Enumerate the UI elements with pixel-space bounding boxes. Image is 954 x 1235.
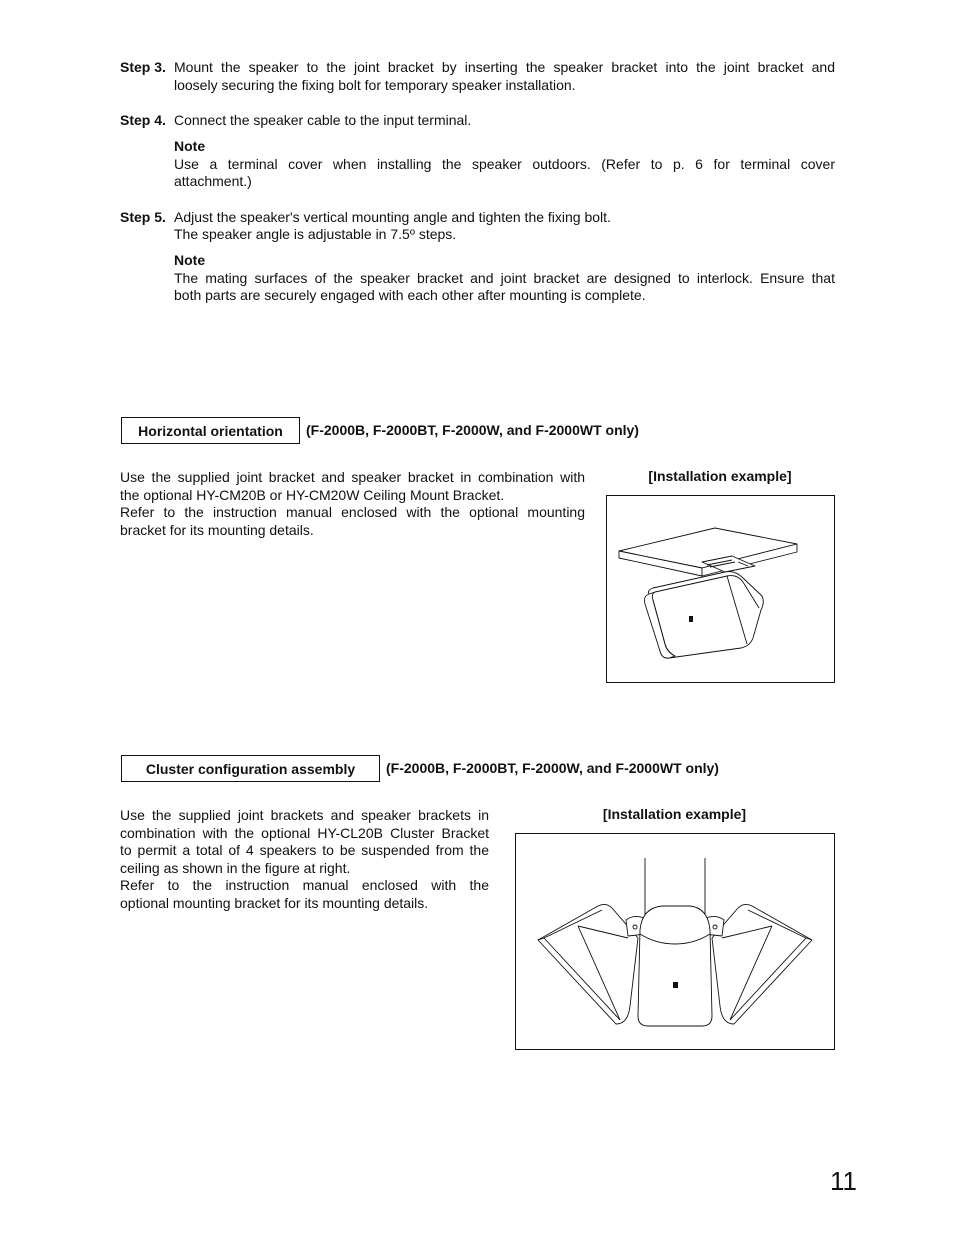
step-4-label: Step 4.: [120, 112, 166, 128]
cluster-line-5: Refer to the instruction manual enclosed with the: [120, 877, 489, 893]
cluster-figure-caption: [Installation example]: [602, 806, 747, 822]
horizontal-line-1: Use the supplied joint bracket and speaker bracket in combination with: [120, 469, 585, 485]
step-4-text: Connect the speaker cable to the input terminal.: [174, 112, 472, 128]
horizontal-figure-caption: [Installation example]: [648, 468, 792, 484]
step-4-note-line-2: attachment.): [174, 173, 252, 189]
cluster-line-6: optional mounting bracket for its mounting details.: [120, 894, 429, 911]
horizontal-section-title: Horizontal orientation: [121, 417, 300, 444]
step-5-label: Step 5.: [120, 209, 166, 225]
cluster-section-title: Cluster configuration assembly: [121, 755, 380, 782]
step-3-line-1: Mount the speaker to the joint bracket by inserting the speaker bracket into the joint bracket and: [174, 59, 835, 75]
step-3-label: Step 3.: [120, 59, 166, 75]
horizontal-installation-figure: [606, 495, 835, 683]
cluster-models: (F-2000B, F-2000BT, F-2000W, and F-2000WT only): [386, 760, 719, 776]
step-5-note-line-1: The mating surfaces of the speaker bracket and joint bracket are designed to interlock. Ensure that: [174, 270, 835, 286]
speaker-left: [538, 904, 638, 1024]
speaker-right: [712, 904, 812, 1024]
speaker-center: [638, 906, 712, 1026]
horizontal-line-4: bracket for its mounting details.: [120, 521, 314, 538]
page-number: 11: [830, 1166, 857, 1196]
step-5-note-heading: Note: [174, 252, 206, 268]
step-3-line-2: loosely securing the fixing bolt for temporary speaker installation.: [174, 77, 576, 93]
horizontal-line-2: the optional HY-CM20B or HY-CM20W Ceiling Mount Bracket.: [120, 486, 505, 503]
ceiling-mounted-speaker-illustration: [607, 496, 834, 682]
cluster-line-2: combination with the optional HY-CL20B Cluster Bracket: [120, 824, 489, 841]
step-4-note-heading: Note: [174, 138, 206, 154]
horizontal-models: (F-2000B, F-2000BT, F-2000W, and F-2000WT only): [306, 422, 639, 438]
horizontal-description: [120, 469, 585, 539]
step-5-line-1: Adjust the speaker's vertical mounting angle and tighten the fixing bolt.: [174, 209, 611, 225]
horizontal-line-3: Refer to the instruction manual enclosed with the optional mounting: [120, 504, 585, 520]
cluster-line-1: Use the supplied joint brackets and speaker brackets in: [120, 807, 489, 823]
cluster-installation-figure: [515, 833, 835, 1050]
speaker-center-logo-mark: [673, 982, 678, 988]
step-5-line-2: The speaker angle is adjustable in 7.5º steps.: [174, 226, 457, 242]
step-5-note-line-2: both parts are securely engaged with each other after mounting is complete.: [174, 287, 646, 303]
cluster-line-3: to permit a total of 4 speakers to be suspended from the: [120, 842, 489, 858]
step-4-note-line-1: Use a terminal cover when installing the speaker outdoors. (Refer to p. 6 for terminal cover: [174, 156, 835, 172]
cluster-description: [120, 807, 489, 912]
cluster-line-4: ceiling as shown in the figure at right.: [120, 859, 351, 876]
speaker-logo-mark: [689, 616, 693, 622]
cluster-speakers-illustration: [516, 834, 834, 1049]
